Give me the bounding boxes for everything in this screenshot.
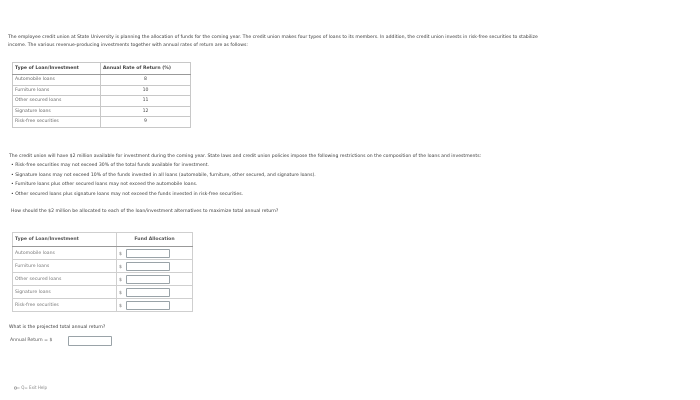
constraint-item: [11, 173, 316, 179]
table-row: [13, 260, 193, 273]
loan-type: Signature loans: [13, 286, 117, 299]
fund-allocation-table: [12, 232, 193, 312]
table-row: [13, 286, 193, 299]
intro-line-1: The employee credit union at State University is planning the allocation of funds for the coming year. The credit union makes four types of loans to its members. In addition, the credit union invests in risk-free securities to stabilize: [8, 35, 538, 40]
key-icon: [14, 386, 20, 390]
constraint-text: Other secured loans plus signature loans may not exceed the funds invested in risk-free securities.: [15, 192, 244, 197]
loan-type: Other secured loans: [13, 273, 117, 286]
allocation-input-furniture[interactable]: [126, 262, 170, 271]
bullet: •: [11, 182, 14, 187]
bullet: •: [11, 163, 14, 168]
table-row: [13, 106, 191, 117]
currency-symbol: $: [119, 277, 122, 283]
constraint-text: Risk-free securities may not exceed 30% of the total funds available for investment.: [15, 163, 209, 168]
loan-type: Furniture loans: [13, 260, 117, 273]
currency-symbol: $: [119, 290, 122, 296]
allocation-question: How should the $2 million be allocated to each of the loan/investment alternatives to maximize total annual return?: [11, 209, 279, 214]
loan-type: Other secured loans: [13, 96, 101, 107]
constraint-item: [11, 182, 197, 188]
alloc-table-header: [13, 233, 193, 247]
constraint-item: [11, 192, 243, 198]
table-row: [13, 75, 191, 86]
loan-type: Signature loans: [13, 106, 101, 117]
return-rate: 11: [101, 96, 191, 107]
header-allocation: Fund Allocation: [117, 233, 193, 247]
return-rates-table: [12, 62, 191, 128]
annual-return-label: Annual Return = $: [10, 338, 53, 343]
loan-type: Automobile loans: [13, 247, 117, 260]
return-question: What is the projected total annual return?: [9, 325, 106, 330]
table-row: [13, 247, 193, 260]
loan-type: Furniture loans: [13, 85, 101, 96]
loan-type: Automobile loans: [13, 75, 101, 86]
constraint-text: Signature loans may not exceed 10% of the funds invested in all loans (automobile, furniture, other secured, and signature loans).: [15, 173, 316, 178]
loan-type: Risk-free securities: [13, 299, 117, 312]
return-rate: 8: [101, 75, 191, 86]
currency-symbol: $: [119, 251, 122, 257]
annual-return-input[interactable]: [68, 336, 112, 346]
table-row: [13, 96, 191, 107]
allocation-input-risk-free[interactable]: [126, 301, 170, 310]
table-row: [13, 85, 191, 96]
allocation-input-signature[interactable]: [126, 288, 170, 297]
constraint-item: [11, 163, 209, 169]
table-row: [13, 117, 191, 128]
help-text: Q= Exit Help: [21, 385, 48, 390]
constraints-intro: The credit union will have $2 million available for investment during the coming year. State laws and credit union policies impose the following restrictions on the composition of the loans and investments:: [9, 154, 482, 159]
help-link[interactable]: [14, 385, 47, 390]
currency-symbol: $: [119, 264, 122, 270]
header-rate: Annual Rate of Return (%): [101, 63, 191, 75]
allocation-input-automobile[interactable]: [126, 249, 170, 258]
bullet: •: [11, 192, 14, 197]
return-rate: 12: [101, 106, 191, 117]
header-type: Type of Loan/Investment: [13, 63, 101, 75]
header-type: Type of Loan/Investment: [13, 233, 117, 247]
loan-type: Risk-free securities: [13, 117, 101, 128]
table-row: [13, 273, 193, 286]
return-rate: 9: [101, 117, 191, 128]
return-table-header: [13, 63, 191, 75]
currency-symbol: $: [119, 303, 122, 309]
intro-line-2: income. The various revenue-producing investments together with annual rates of return are as follows:: [8, 43, 248, 48]
constraint-text: Furniture loans plus other secured loans may not exceed the automobile loans.: [15, 182, 198, 187]
table-row: [13, 299, 193, 312]
allocation-input-other-secured[interactable]: [126, 275, 170, 284]
return-rate: 10: [101, 85, 191, 96]
bullet: •: [11, 173, 14, 178]
